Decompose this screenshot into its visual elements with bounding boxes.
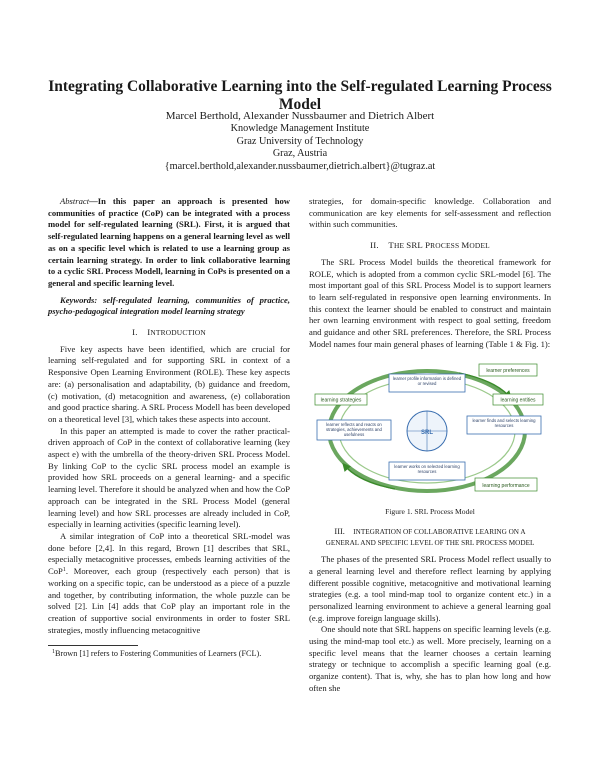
right-column — [309, 196, 551, 695]
abstract — [48, 196, 290, 290]
section-2-title-b: HE — [393, 241, 407, 251]
abstract-text: In this paper an approach is presented how communities of practice (CoP) can be integrated with a process model for self-regulated learning (SRL). First, it is argued that self-regulated learning happens on a general learning level as well as on a specific level which is related to use a learning group as certain learning strategy. In order to link collaborative learning to a cyclic SRL Process Modell, learning in CoPs is presented on a general and specific learning level. — [48, 196, 290, 288]
paper-title: Integrating Collaborative Learning into the Self-regulated Learning Process Model — [48, 78, 552, 113]
section-1-title-cap: I — [147, 327, 151, 338]
keywords-text: self-regulated learning, communities of practice, psycho-pedagogical integration model learning strategy — [48, 294, 290, 317]
keywords-label: Keywords: — [60, 294, 98, 305]
footnote-text: Brown [1] refers to Fostering Communities of Learners (FCL). — [55, 649, 262, 659]
section-1-paragraph-2: In this paper an attempted is made to cover the rather practical-driven approach of CoP in the context of collaborative learning (key aspect e) with the umbrella of the theory-driven SRL Process Model. By linking CoP to the cyclic SRL process model an example is provided how SRL proceeds on a general learning- and a specific learning level. Therefore it should be analyzed when and how the CoP approach can be integrated in the SRL Process Model (general learning level) and how SRL processes are already included in CoP, especially in learning activities (specific learning level). — [48, 425, 290, 530]
phase-3-label: learner works on selected learning resources — [394, 464, 460, 475]
abstract-label: Abstract — [60, 196, 90, 206]
side-top-label: learner preferences — [486, 368, 530, 375]
section-2-title-f: ODEL — [469, 241, 490, 251]
section-2-heading — [309, 240, 551, 252]
section-1-paragraph-1: Five key aspects have been identified, which are crucial for learning self-regulated and for supporting SRL in context of a Responsive Open Learning Environment (ROLE). These key aspects are: (a) personalisation and adaptability, (b) guidance and freedom, (c) motivation, (d) metacognition and awareness, (e) collaboration and good practice sharing. A SRL Process Modell has been developed on a theoretical level [3], which takes these aspects into account. — [48, 343, 290, 424]
section-3-numeral: III. — [334, 527, 345, 537]
phase-1-label: learner profile information is defined or revised — [392, 376, 462, 387]
affiliation-location: Graz, Austria — [272, 148, 328, 160]
section-1-paragraph-3 — [48, 531, 290, 636]
side-left-label: learning strategies — [320, 397, 362, 404]
footnote-divider — [48, 645, 138, 646]
section-2-paragraph-1: The SRL Process Model builds the theoretical framework for ROLE, which is adopted from a common cyclic SRL-model [6]. The most important goal of this SRL Process Model is to support learners to learn self-regulated in responsive open learning environments. In this context the learner should be enabled to construct and maintain her own learning environment with respect to goal setting, freedom and guidance and other SRL preferences. Therefore, the SRL Process Model names four main general phases of learning (Table 1 & Fig. 1): — [309, 256, 551, 349]
section-3-title-line-1: INTEGRATION OF COLLABORATIVE LEARING ON A — [353, 528, 526, 537]
footnote — [48, 649, 290, 660]
affiliation-institute: Knowledge Management Institute — [230, 123, 370, 135]
footnote-reference: 1 — [62, 567, 66, 574]
srl-diagram — [309, 358, 551, 504]
abstract-dash: — — [89, 196, 98, 206]
author-block — [80, 110, 520, 173]
section-1-title-rest: NTRODUCTION — [150, 328, 206, 338]
center-label: SRL — [421, 430, 433, 437]
section-3-paragraph-2: One should note that SRL happens on specific learning levels (e.g. using the mind-map tool etc.) as well. More precisely, learning on a specific level means that the learner chooses a certain learning strategy or technique to accomplish a specific learning goal (e.g. organize content). That is, why, she has to plan how long and how often she — [309, 624, 551, 693]
keywords — [48, 295, 290, 318]
section-2-title-d: ROCESS — [430, 241, 462, 251]
section-3-heading-line-1 — [309, 526, 551, 538]
section-3-heading — [309, 526, 551, 549]
section-3-paragraph-1: The phases of the presented SRL Process Model reflect usually to a general learning level and therefore reflect learning by applying different possible cognitive, metacognitive and motivational learning strategies (e.g. a tool mind-map tool to organize content etc.) in a personalized learning environment to achieve a general learning goal (e.g. improve foreign language skills). — [309, 554, 551, 623]
phase-2-label: learner finds and selects learning resources — [472, 418, 536, 429]
side-bottom-label: learning performance — [482, 483, 530, 490]
section-2-title-e: M — [461, 240, 470, 251]
section-2-title-c: SRL P — [406, 240, 431, 251]
section-1-numeral: I. — [132, 327, 138, 338]
section-1-heading — [48, 327, 290, 339]
side-right-label: learning entities — [500, 397, 536, 404]
section-1-paragraph-3-a: A similar integration of CoP into a theoretical SRL-model was done before [2,4]. In this regard, Brown [1] describes that SRL, especially metacognitive processes, embeds learning activities of the CoP — [48, 530, 290, 577]
author-emails: {marcel.berthold,alexander.nussbaumer,dietrich.albert}@tugraz.at — [164, 160, 436, 172]
srl-process-model-figure — [309, 358, 551, 504]
left-column — [48, 196, 290, 660]
section-2-title-a: T — [388, 240, 394, 251]
section-2-numeral: II. — [370, 240, 379, 251]
author-names: Marcel Berthold, Alexander Nussbaumer and Dietrich Albert — [165, 110, 435, 122]
right-continuation-paragraph: strategies, for domain-specific knowledge. Collaboration and communication are key elements for self-assessment and reflection within such communities. — [309, 196, 551, 230]
phase-4-label: learner reflects and reacts on strategies, achievements and usefulness — [326, 422, 382, 438]
section-3-title-line-2: GENERAL AND SPECIFIC LEVEL OF THE SRL PROCESS MODEL — [325, 539, 535, 548]
figure-caption: Figure 1. SRL Process Model — [385, 507, 475, 517]
section-1-paragraph-3-b: . Moreover, each group (respectively each person) that is working on a specific topic, can be understood as a piece of a puzzle and together, by contributing information, the whole puzzle can be solved [2]. Lin [4] adds that CoP play an important role in the creation of supportive social environments in order to foster SRL strategies, mostly influencing metacognitive — [48, 566, 290, 635]
footnote-mark: 1 — [52, 649, 55, 656]
affiliation-university: Graz University of Technology — [236, 135, 364, 147]
